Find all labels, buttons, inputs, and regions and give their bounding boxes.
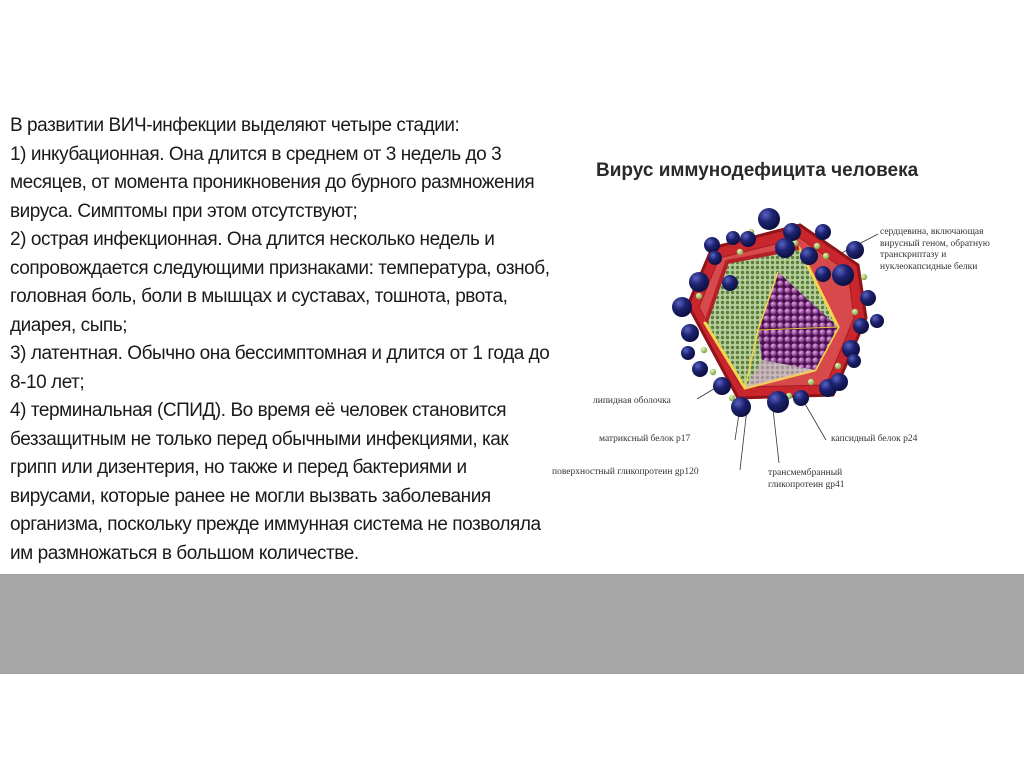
- gp120-knob: [853, 318, 869, 334]
- label-core: сердцевина, включающая вирусный геном, обратную транскриптазу и нуклеокапсидные белки: [880, 227, 990, 272]
- text-line: 3) латентная. Обычно она бессимптомная и длится от 1 года до: [10, 343, 550, 364]
- gp41-stem: [710, 369, 716, 375]
- gp120-knob: [830, 373, 848, 391]
- text-line: вирусами, которые ранее не могли вызвать заболевания: [10, 485, 491, 507]
- gp120-knob: [800, 247, 818, 265]
- gp120-knob: [870, 314, 884, 328]
- gp41-stem: [861, 274, 867, 280]
- gp41-stem: [737, 249, 743, 255]
- gp120-knob: [704, 237, 720, 253]
- gp120-knob: [767, 391, 789, 413]
- gp120-knob: [847, 354, 861, 368]
- gp120-knob: [815, 266, 831, 282]
- gp120-knob: [692, 361, 708, 377]
- gp41-stem: [852, 309, 858, 315]
- gp120-knob: [740, 231, 756, 247]
- gp41-stem: [696, 293, 702, 299]
- text-line: головная боль, боли в мышцах и суставах, тошнота, рвота,: [10, 286, 508, 307]
- text-line: диарея, сыпь;: [10, 314, 128, 336]
- gp120-knob: [832, 264, 854, 286]
- gp120-knob: [846, 241, 864, 259]
- gp120-knob: [672, 297, 692, 317]
- gp120-knob: [681, 346, 695, 360]
- text-line: 1) инкубационная. Она длится в среднем от 3 недель до 3: [10, 143, 502, 165]
- gp41-stem: [808, 379, 814, 385]
- gp41-stem: [835, 363, 841, 369]
- gp41-stem: [823, 253, 829, 259]
- label-matrix-protein: матриксный белок p17: [599, 434, 691, 444]
- gp120-knob: [815, 224, 831, 240]
- gp120-knob: [689, 272, 709, 292]
- gp120-knob: [731, 397, 751, 417]
- gp120-knob: [793, 390, 809, 406]
- text-line: 4) терминальная (СПИД). Во время её человек становится: [10, 400, 507, 421]
- text-line: 2) острая инфекционная. Она длится несколько недель и: [10, 229, 495, 250]
- figure-title: Вирус иммунодефицита человека: [596, 160, 919, 181]
- gp120-knob: [708, 251, 722, 265]
- gp120-knob: [860, 290, 876, 306]
- text-line: грипп или дизентерия, но также и перед бактериями и: [10, 457, 467, 478]
- text-line: 8-10 лет;: [10, 371, 85, 393]
- label-gp120: поверхностный гликопротеин gp120: [552, 467, 699, 477]
- text-line: месяцев, от момента проникновения до бурного размножения: [10, 172, 535, 193]
- text-line: вируса. Симптомы при этом отсутствуют;: [10, 200, 358, 222]
- text-line: В развитии ВИЧ-инфекции выделяют четыре стадии:: [10, 115, 460, 136]
- label-gp41: трансмембранный гликопротеин gp41: [768, 468, 845, 490]
- gp41-stem: [701, 347, 707, 353]
- label-capsid-protein: капсидный белок p24: [831, 434, 918, 444]
- gp120-knob: [726, 231, 740, 245]
- label-lipid-envelope: липидная оболочка: [593, 396, 671, 406]
- text-line: им размножаться в большом количестве.: [10, 542, 359, 564]
- text-line: беззащитным не только перед обычными инфекциями, как: [10, 428, 509, 450]
- gp120-knob: [758, 208, 780, 230]
- text-line: организма, поскольку прежде иммунная система не позволяла: [10, 514, 541, 535]
- text-line: сопровождается следующими признаками: температура, озноб,: [10, 257, 550, 279]
- gp120-knob: [713, 377, 731, 395]
- gp41-stem: [814, 243, 820, 249]
- gp120-knob: [681, 324, 699, 342]
- gp120-knob: [775, 238, 795, 258]
- gp120-knob: [722, 275, 738, 291]
